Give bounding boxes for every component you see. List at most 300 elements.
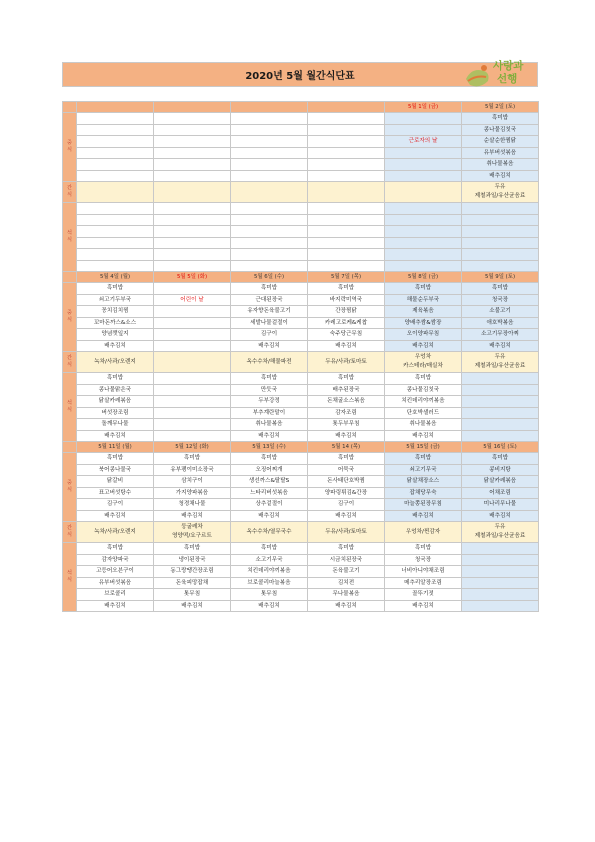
menu-cell: 콩나물김칫국: [385, 384, 462, 396]
menu-cell: 배추김치: [154, 600, 231, 612]
date-header-row: [63, 102, 539, 113]
menu-cell: [462, 226, 539, 238]
lunch-row: [63, 340, 539, 352]
menu-cell: 두부강정: [231, 396, 308, 408]
menu-cell: [462, 543, 539, 555]
menu-cell: 돈육피망잡채: [154, 577, 231, 589]
menu-cell: 배추김치: [231, 510, 308, 522]
menu-cell: 청국장: [385, 554, 462, 566]
lunch-row: [63, 487, 539, 499]
date-cell: 5월 2일 (토): [462, 102, 539, 113]
menu-cell: 어묵국: [308, 464, 385, 476]
menu-cell: 유부버섯볶음: [462, 147, 539, 159]
menu-cell: 마늘쫑된장무침: [385, 499, 462, 511]
menu-cell: 유부버섯볶음: [77, 577, 154, 589]
lunch-row: [63, 510, 539, 522]
menu-cell: 브로콜리: [77, 589, 154, 601]
menu-cell: [154, 124, 231, 136]
date-cell: 5월 1일 (금): [385, 102, 462, 113]
dinner-row: [63, 543, 539, 555]
menu-cell: 흑미밥: [308, 543, 385, 555]
menu-cell: 흑미밥: [154, 543, 231, 555]
menu-cell: [385, 113, 462, 125]
menu-cell: 애호박볶음: [462, 317, 539, 329]
menu-cell: [231, 203, 308, 215]
menu-cell: [308, 147, 385, 159]
menu-cell: 근대된장국: [231, 294, 308, 306]
menu-cell: 유부팽이미소장국: [154, 464, 231, 476]
menu-cell: 생선까스&탈탈S: [231, 476, 308, 488]
menu-cell: 북어콩나물국: [77, 464, 154, 476]
menu-cell: [385, 159, 462, 171]
menu-cell: 꼴뚜기젓: [385, 589, 462, 601]
menu-cell: 돈육불고기: [308, 566, 385, 578]
menu-cell: 김구이: [308, 499, 385, 511]
menu-cell: [77, 214, 154, 226]
snack-cell: 두유 제철과일/유산균음료: [462, 522, 539, 543]
menu-cell: [77, 237, 154, 249]
menu-cell: 청국장: [462, 294, 539, 306]
snack-row: [63, 522, 539, 543]
menu-cell: [154, 407, 231, 419]
menu-cell: 흑미밥: [77, 283, 154, 295]
menu-cell: [462, 577, 539, 589]
menu-cell: 너비아니야채조림: [385, 566, 462, 578]
menu-cell: 김구이: [77, 499, 154, 511]
menu-cell: 콩나물맑은국: [77, 384, 154, 396]
menu-cell: [462, 203, 539, 215]
date-cell: [308, 102, 385, 113]
menu-cell: 양파링튀김&간장: [308, 487, 385, 499]
menu-cell: [77, 226, 154, 238]
menu-cell: 흑미밥: [77, 373, 154, 385]
menu-cell: [462, 600, 539, 612]
menu-cell: [462, 249, 539, 261]
lunch-row: [63, 170, 539, 182]
header-label-cell: [63, 442, 77, 453]
dinner-row: [63, 554, 539, 566]
menu-cell: 취나물볶음: [462, 159, 539, 171]
dinner-label: 석 식: [63, 373, 77, 442]
menu-cell: 잡채당무숙: [385, 487, 462, 499]
date-cell: 5월 15일 (금): [385, 442, 462, 453]
menu-cell: 배추김치: [77, 340, 154, 352]
menu-cell: 배추김치: [308, 430, 385, 442]
menu-cell: [154, 113, 231, 125]
menu-cell: 배추김치: [308, 600, 385, 612]
date-cell: 5월 5일 (화): [154, 272, 231, 283]
menu-cell: [462, 260, 539, 272]
date-cell: 5월 14 (목): [308, 442, 385, 453]
menu-cell: [77, 113, 154, 125]
date-cell: 5월 12일 (화): [154, 442, 231, 453]
menu-cell: 유자향돈육불고기: [231, 306, 308, 318]
menu-cell: 쇠고기무국: [385, 464, 462, 476]
menu-cell: 콩비지탕: [462, 464, 539, 476]
menu-cell: 가지양파볶음: [154, 487, 231, 499]
menu-cell: 취나물볶음: [385, 419, 462, 431]
menu-cell: 닭살채장소스: [385, 476, 462, 488]
menu-cell: 배추김치: [385, 510, 462, 522]
menu-cell: [154, 170, 231, 182]
menu-cell: [231, 113, 308, 125]
lunch-row: [63, 306, 539, 318]
menu-cell: 흑미밥: [385, 283, 462, 295]
menu-cell: [154, 237, 231, 249]
menu-cell: 닭살카레볶음: [77, 396, 154, 408]
dinner-row: [63, 260, 539, 272]
menu-cell: [231, 260, 308, 272]
menu-cell: 느타리버섯볶음: [231, 487, 308, 499]
menu-cell: [385, 214, 462, 226]
menu-cell: [154, 136, 231, 148]
menu-cell: 흑미밥: [385, 373, 462, 385]
menu-cell: [154, 306, 231, 318]
menu-cell: 흑미밥: [308, 373, 385, 385]
snack-cell: 옥수수차/열무국수: [231, 522, 308, 543]
menu-cell: 카레고로케&케찹: [308, 317, 385, 329]
menu-cell: 감자양파국: [77, 554, 154, 566]
menu-cell: [308, 170, 385, 182]
menu-cell: 김구이: [231, 329, 308, 341]
menu-cell: 치킨데리야끼볶음: [385, 396, 462, 408]
menu-cell: 닭갈비: [77, 476, 154, 488]
menu-cell: [462, 430, 539, 442]
menu-cell: [462, 396, 539, 408]
menu-cell: 해물순두부국: [385, 294, 462, 306]
lunch-row: [63, 453, 539, 465]
dinner-row: [63, 566, 539, 578]
menu-cell: 쇠고기두부국: [77, 294, 154, 306]
menu-cell: 배추김치: [462, 510, 539, 522]
menu-cell: 순살순한찜닭: [462, 136, 539, 148]
dinner-row: [63, 577, 539, 589]
menu-cell: [308, 260, 385, 272]
lunch-row: [63, 113, 539, 125]
snack-cell: 녹차/사과/오렌지: [77, 352, 154, 373]
menu-cell: 닭살카레볶음: [462, 476, 539, 488]
menu-cell: 돈사태단호박찜: [308, 476, 385, 488]
menu-cell: [462, 566, 539, 578]
dinner-row: [63, 384, 539, 396]
snack-cell: [154, 352, 231, 373]
menu-cell: [308, 113, 385, 125]
dinner-row: [63, 226, 539, 238]
dinner-row: [63, 396, 539, 408]
menu-cell: [462, 373, 539, 385]
menu-cell: [77, 147, 154, 159]
dinner-row: [63, 203, 539, 215]
menu-cell: [308, 226, 385, 238]
menu-cell: [385, 237, 462, 249]
menu-cell: 브로콜리마늘볶음: [231, 577, 308, 589]
menu-cell: [385, 203, 462, 215]
menu-cell: 단호박샐러드: [385, 407, 462, 419]
date-cell: 5월 9일 (토): [462, 272, 539, 283]
date-cell: 5월 6일 (수): [231, 272, 308, 283]
menu-cell: [77, 159, 154, 171]
lunch-label: 중 식: [63, 283, 77, 352]
date-cell: [231, 102, 308, 113]
menu-cell: 흑미밥: [77, 453, 154, 465]
menu-cell: 흑미밥: [462, 113, 539, 125]
menu-cell: [154, 317, 231, 329]
menu-cell: [154, 340, 231, 352]
lunch-row: [63, 283, 539, 295]
date-cell: 5월 4일 (월): [77, 272, 154, 283]
menu-cell: 만둣국: [231, 384, 308, 396]
menu-cell: [462, 554, 539, 566]
menu-cell: 시금치된장국: [308, 554, 385, 566]
menu-cell: 소불고기: [462, 306, 539, 318]
menu-cell: [77, 170, 154, 182]
menu-cell: 제육볶음: [385, 306, 462, 318]
menu-cell: 흑미밥: [77, 543, 154, 555]
menu-cell: 무나물볶음: [308, 589, 385, 601]
logo-line1: 사랑과: [493, 60, 524, 72]
menu-cell: 톳무침: [231, 589, 308, 601]
menu-cell: [77, 249, 154, 261]
menu-cell: [154, 430, 231, 442]
menu-cell: 오징어찌개: [231, 464, 308, 476]
menu-cell: [77, 136, 154, 148]
menu-cell: 바지락미역국: [308, 294, 385, 306]
menu-cell: [231, 136, 308, 148]
menu-cell: [77, 260, 154, 272]
snack-cell: [308, 182, 385, 203]
menu-cell: 어채조림: [462, 487, 539, 499]
dinner-row: [63, 407, 539, 419]
menu-cell: [308, 237, 385, 249]
lunch-row: [63, 294, 539, 306]
menu-cell: 상추겉절이: [231, 499, 308, 511]
menu-cell: 숙주당근무침: [308, 329, 385, 341]
snack-cell: [77, 182, 154, 203]
menu-cell: [231, 226, 308, 238]
menu-cell: 꽁치김치찜: [77, 306, 154, 318]
snack-label: 간 식: [63, 352, 77, 373]
menu-cell: [154, 214, 231, 226]
menu-cell: [385, 249, 462, 261]
menu-cell: 흑미밥: [308, 453, 385, 465]
menu-cell: [154, 283, 231, 295]
lunch-row: [63, 124, 539, 136]
date-cell: 5월 16일 (토): [462, 442, 539, 453]
menu-cell: 배추김치: [231, 340, 308, 352]
menu-cell: [308, 159, 385, 171]
menu-cell: 취나물볶음: [231, 419, 308, 431]
dinner-row: [63, 419, 539, 431]
menu-cell: 청경채나물: [154, 499, 231, 511]
header-label-cell: [63, 272, 77, 283]
page-title-text: 2020년 5월 월간식단표: [245, 71, 355, 82]
menu-cell: 메추리알장조림: [385, 577, 462, 589]
snack-cell: 두유/사과/토마토: [308, 522, 385, 543]
lunch-label: 중 식: [63, 453, 77, 522]
menu-cell: 톳무침: [154, 589, 231, 601]
date-header-row: [63, 442, 539, 453]
snack-cell: 두유 제철과일/유산균음료: [462, 182, 539, 203]
menu-cell: [154, 396, 231, 408]
menu-cell: [154, 203, 231, 215]
dinner-label: 석 식: [63, 543, 77, 612]
menu-cell: [231, 170, 308, 182]
snack-cell: [385, 182, 462, 203]
dinner-row: [63, 589, 539, 601]
menu-cell: 간장찜닭: [308, 306, 385, 318]
menu-cell: 배추김치: [77, 430, 154, 442]
menu-cell: 삼치구이: [154, 476, 231, 488]
snack-cell: 우엉차 카스테라/매실차: [385, 352, 462, 373]
snack-row: [63, 182, 539, 203]
dinner-label: 석 식: [63, 203, 77, 272]
menu-cell: 톳두부무침: [308, 419, 385, 431]
menu-cell: [154, 373, 231, 385]
menu-cell: 배추김치: [77, 600, 154, 612]
menu-cell: 소고기무국: [231, 554, 308, 566]
menu-cell: 배추된장국: [308, 384, 385, 396]
menu-cell: [385, 260, 462, 272]
dinner-row: [63, 214, 539, 226]
menu-cell: 표고버섯탕수: [77, 487, 154, 499]
snack-cell: 우엉차/찐감자: [385, 522, 462, 543]
menu-cell: 소고기무장아찌: [462, 329, 539, 341]
snack-cell: 두유 제철과일/유산균음료: [462, 352, 539, 373]
menu-cell: 흑미밥: [308, 283, 385, 295]
menu-cell: [462, 419, 539, 431]
menu-cell: [154, 419, 231, 431]
menu-cell: 배추김치: [385, 430, 462, 442]
date-cell: 5월 7일 (목): [308, 272, 385, 283]
menu-cell: [462, 237, 539, 249]
snack-cell: 옥수수차/해물파전: [231, 352, 308, 373]
menu-cell: 돈채굴소스볶음: [308, 396, 385, 408]
menu-cell: [308, 136, 385, 148]
menu-cell: [154, 384, 231, 396]
snack-label: 간 식: [63, 522, 77, 543]
logo-text: [493, 60, 523, 86]
menu-cell: [308, 203, 385, 215]
menu-cell: 배추김치: [462, 340, 539, 352]
dinner-row: [63, 430, 539, 442]
menu-cell: 배추김치: [231, 430, 308, 442]
menu-cell: [231, 214, 308, 226]
menu-cell: 흑미밥: [231, 373, 308, 385]
lunch-row: [63, 317, 539, 329]
date-cell: 5월 11일 (월): [77, 442, 154, 453]
dinner-row: [63, 237, 539, 249]
date-cell: 5월 8일 (금): [385, 272, 462, 283]
lunch-row: [63, 476, 539, 488]
menu-cell: [308, 214, 385, 226]
header-label-cell: [63, 102, 77, 113]
date-cell: [154, 102, 231, 113]
snack-row: [63, 352, 539, 373]
dinner-row: [63, 373, 539, 385]
menu-cell: 돌깨무나물: [77, 419, 154, 431]
menu-cell: 흑미밥: [462, 283, 539, 295]
menu-cell: [154, 329, 231, 341]
menu-cell: 꼬마돈까스&소스: [77, 317, 154, 329]
menu-cell: 흑미밥: [231, 283, 308, 295]
menu-cell: 냉이된장국: [154, 554, 231, 566]
logo-line2: 선행: [497, 73, 518, 85]
menu-cell: [231, 249, 308, 261]
menu-cell: 흑미밥: [385, 543, 462, 555]
lunch-row: [63, 147, 539, 159]
menu-cell: 흑미밥: [154, 453, 231, 465]
menu-cell: [154, 260, 231, 272]
snack-label: 간 식: [63, 182, 77, 203]
lunch-row: [63, 329, 539, 341]
menu-cell: [231, 147, 308, 159]
menu-cell: 흑미밥: [385, 453, 462, 465]
menu-cell: [154, 249, 231, 261]
menu-cell: [385, 124, 462, 136]
lunch-row: [63, 136, 539, 148]
menu-cell: [231, 124, 308, 136]
menu-cell: [308, 124, 385, 136]
menu-cell: 배추김치: [385, 600, 462, 612]
snack-cell: 두유/사과/토마토: [308, 352, 385, 373]
menu-cell: [154, 147, 231, 159]
menu-cell: 부추계란말이: [231, 407, 308, 419]
menu-cell: 동그랑땡간장조림: [154, 566, 231, 578]
menu-cell: 양념깻잎지: [77, 329, 154, 341]
menu-cell: 양배추쌈&쌈장: [385, 317, 462, 329]
menu-cell: [462, 214, 539, 226]
menu-cell: [462, 384, 539, 396]
menu-cell: 미나리무나물: [462, 499, 539, 511]
menu-cell: 콩나물김칫국: [462, 124, 539, 136]
menu-cell: [385, 226, 462, 238]
menu-cell: [77, 124, 154, 136]
menu-cell: 감자조림: [308, 407, 385, 419]
menu-cell: 세발나물겉절이: [231, 317, 308, 329]
menu-cell: 흑미밥: [231, 453, 308, 465]
menu-cell: 배추김치: [231, 600, 308, 612]
menu-cell: 흑미밥: [462, 453, 539, 465]
menu-cell: [308, 249, 385, 261]
menu-cell: [385, 170, 462, 182]
menu-cell: 배추김치: [385, 340, 462, 352]
date-header-row: [63, 272, 539, 283]
snack-cell: [231, 182, 308, 203]
menu-cell: 오이양파무침: [385, 329, 462, 341]
menu-table: [62, 101, 539, 612]
menu-cell: 배추김치: [77, 510, 154, 522]
menu-cell: [462, 589, 539, 601]
snack-cell: 둥굴레차 영양떡/요구르트: [154, 522, 231, 543]
menu-cell: [77, 203, 154, 215]
menu-cell: 배추김치: [308, 340, 385, 352]
date-cell: 5월 13일 (수): [231, 442, 308, 453]
menu-cell: 배추김치: [308, 510, 385, 522]
menu-cell: [231, 159, 308, 171]
menu-cell: 흑미밥: [231, 543, 308, 555]
snack-cell: 녹차/사과/오렌지: [77, 522, 154, 543]
menu-cell: 배추김치: [462, 170, 539, 182]
menu-cell: [154, 159, 231, 171]
snack-cell: [154, 182, 231, 203]
menu-cell: 버섯장조림: [77, 407, 154, 419]
menu-cell: [385, 147, 462, 159]
menu-cell: 김치전: [308, 577, 385, 589]
lunch-row: [63, 464, 539, 476]
lunch-row: [63, 499, 539, 511]
lunch-row: [63, 159, 539, 171]
menu-cell: 근로자의 날: [385, 136, 462, 148]
